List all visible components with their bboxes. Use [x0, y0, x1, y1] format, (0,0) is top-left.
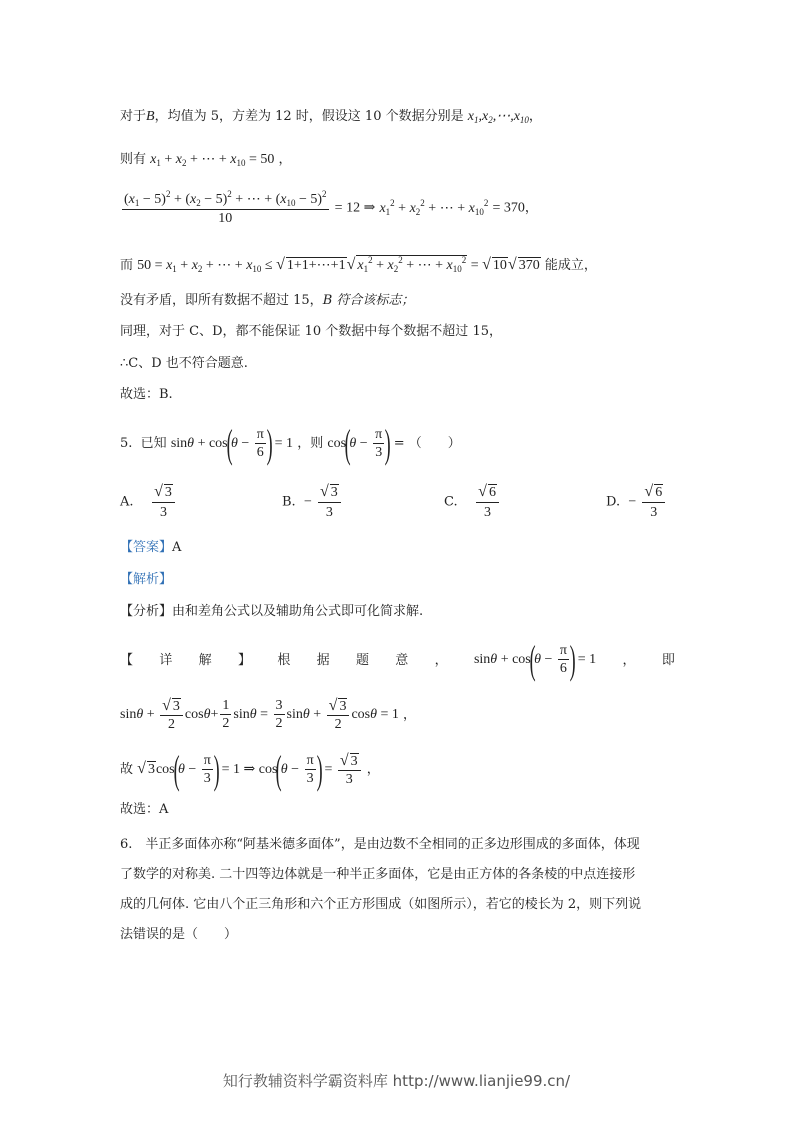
similarly-line: 同理，对于 C、D，都不能保证 10 个数据中每个数据不超过 15， [120, 324, 502, 339]
detail-line: 【 详 解 】 根 据 题 意 ， sinθ + cos(θ − $\frac{\pi}{6}$ ) = 1 ， 即 [120, 637, 675, 682]
data-list: $x_1,x_2,\cdots,x_{10}$ [467, 109, 529, 125]
sum-line: 则有 $x_1 + x_2$ + ⋯ + $x_{10} = 50$ ， [120, 152, 292, 168]
question-6-line-1: 6. 半正多面体亦称“阿基米德多面体”，是由边数不全相同的正多边形围成的多面体，体现 [120, 837, 640, 852]
choose-a-line: 故选：A [120, 802, 169, 817]
variance-line: $\frac{(x_1 - 5)^2 + (x_2 - 5)^2 + \cdots + (x_{10} - 5)^2}{10}$ = 12 ⇒ $x_1^2 + x_2^2$ + ⋯ + $x_{10}^2 = 370$， [124, 189, 538, 226]
b-intro-line: 对于B，均值为 5，方差为 12 时，假设这 10 个数据分别是 $x_1,x_2,\cdots,x_{10}$， [120, 109, 542, 125]
analysis-tag: 【解析】 [120, 572, 173, 587]
analysis-text: 【分析】由和差角公式以及辅助角公式即可化简求解. [120, 604, 424, 619]
question-5: 5. 已知 sinθ + cos(θ − $\frac{\pi}{6}$ ) = 1 ，则 cos(θ − $\frac{\pi}{3}$ ) = （ ） [120, 421, 461, 466]
footer-watermark: 知行教辅资料学霸资料库 http://www.lianjie99.cn/ [222, 1072, 571, 1090]
question-6-line-3: 成的几何体. 它由八个正三角形和六个正方形围成（如图所示），若它的棱长为 2，则下列说 [120, 897, 642, 912]
result-line: 故 √ 3cos(θ − $\frac{\pi}{3}$ ) = 1 ⇒ cos(θ − $\frac{\pi}{3}$ ) = $\frac{√ 3}{3}$ ， [120, 747, 380, 792]
inequality-line: 而 $50 = x_1 + x_2$ + ⋯ + $x_{10}$ ≤ √ 1+1+⋯+1√ $x_1^2 + x_2^2$ + ⋯ + $x_{10}^2$ = √ 10√ 370 能成立， [120, 255, 597, 274]
choose-b-line: 故选：B. [120, 387, 173, 402]
question-6-line-4: 法错误的是（ ） [120, 927, 238, 942]
option-d[interactable]: D. − $\frac{√ 6}{3}$ [606, 483, 667, 521]
answer-line: 【答案】A [120, 540, 182, 555]
option-a[interactable]: A. $\frac{√ 3}{3}$ [120, 483, 177, 521]
question-6-line-2: 了数学的对称美. 二十四等边体就是一种半正多面体，它是由正方体的各条棱的中点连接形 [120, 867, 636, 882]
answer-tag: 【答案】 [120, 540, 173, 555]
expansion-line: sinθ + $\frac{√ 3}{2}$ cosθ+ $\frac{1}{2}$ sinθ = $\frac{3}{2}$ sinθ + $\frac{√ 3}{2}$ cosθ = 1 ， [120, 697, 417, 733]
option-b[interactable]: B. − $\frac{√ 3}{3}$ [282, 483, 343, 521]
b-letter: B [146, 109, 155, 124]
sum-formula: $x_1 + x_2$ + ⋯ + $x_{10} = 50$ [150, 152, 275, 168]
no-contradiction-line: 没有矛盾，即所有数据不超过 15，B 符合该标志； [120, 293, 415, 308]
inequality-formula: $50 = x_1 + x_2$ + ⋯ + $x_{10}$ ≤ √ 1+1+⋯+1√ $x_1^2 + x_2^2$ + ⋯ + $x_{10}^2$ = √ 10√ 370 [137, 255, 540, 274]
option-c[interactable]: C. $\frac{√ 6}{3}$ [444, 483, 501, 521]
therefore-line: ∴C、D 也不符合题意. [120, 356, 248, 371]
variance-fraction: $\frac{(x_1 - 5)^2 + (x_2 - 5)^2 + \cdots + (x_{10} - 5)^2}{10}$ [124, 189, 327, 226]
